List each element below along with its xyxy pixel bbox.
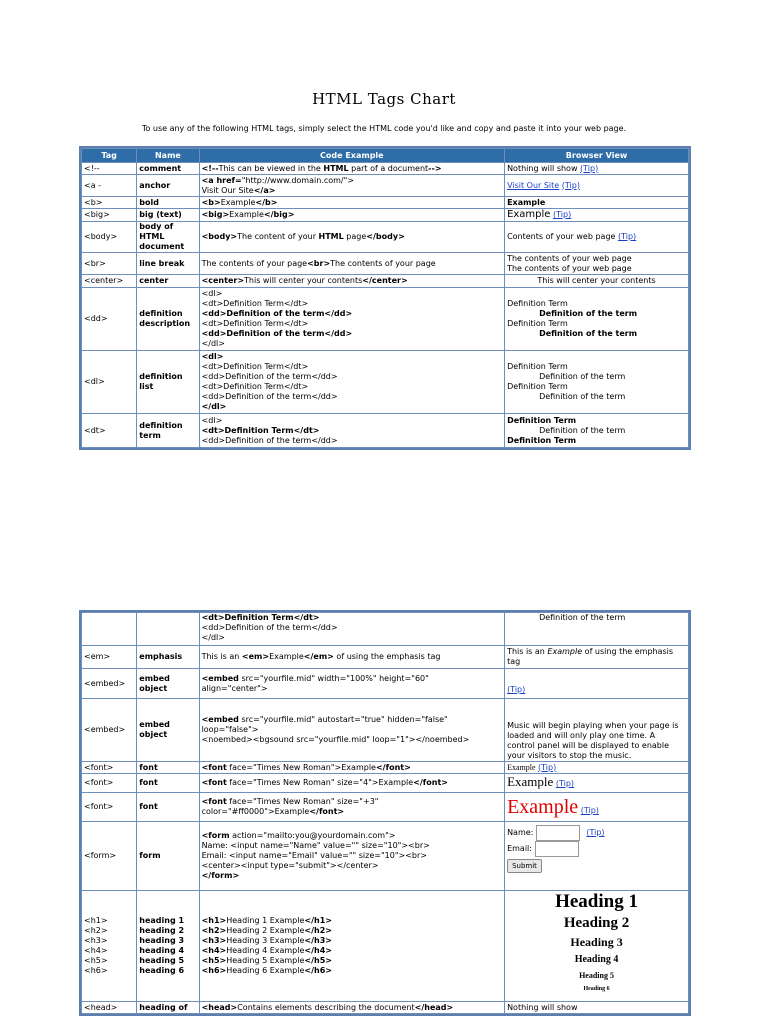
table-row xyxy=(82,351,688,413)
header-code: Code Example xyxy=(200,149,505,162)
header-name: Name xyxy=(137,149,198,162)
email-input[interactable] xyxy=(535,841,579,857)
code-cell: <dt>Definition Term</dt> <dd>Definition of the term</dd> </dl> xyxy=(200,613,505,645)
name-cell: definition description xyxy=(137,288,198,350)
code-cell: <body>The content of your HTML page</body> xyxy=(200,222,505,252)
tag-cell: <font> xyxy=(82,774,136,792)
red-example: Example xyxy=(507,796,579,818)
name-cell: body of HTML document xyxy=(137,222,198,252)
heading-2-preview: Heading 2 xyxy=(563,915,630,931)
view-cell xyxy=(505,793,688,821)
tag-cell: <embed> xyxy=(82,669,136,698)
name-cell: embed object xyxy=(137,699,198,761)
view-cell: Music will begin playing when your page is loaded and will only play one time. A control panel will be displayed to enable your visitors to stop the music. xyxy=(505,699,688,761)
code-cell: <dl> <dt>Definition Term</dt> <dd>Definition of the term</dd> xyxy=(200,414,505,447)
tag-cell: <body> xyxy=(82,222,136,252)
heading-6-preview: Heading 6 xyxy=(583,986,610,992)
name-cell: form xyxy=(137,822,198,890)
table-row xyxy=(82,275,688,287)
view-cell: Definition Term Definition of the term Definition Term xyxy=(505,414,688,447)
tag-cell: <a - xyxy=(82,175,136,196)
view-cell: Nothing will show (Tip) xyxy=(505,163,688,174)
intro-text: To use any of the following HTML tags, simply select the HTML code you'd like and copy and paste it into your web page. xyxy=(141,124,627,133)
code-cell: <embed src="yourfile.mid" autostart="true" hidden="false" loop="false"> <noembed><bgsound src="yourfile.mid" loop="1"></noembed> xyxy=(200,699,505,761)
view-cell: Definition Term Definition of the term Definition Term Definition of the term xyxy=(505,351,688,413)
name-cell: embed object xyxy=(137,669,198,698)
tip-link[interactable]: (Tip) xyxy=(586,828,605,837)
table-row xyxy=(82,197,688,208)
view-cell xyxy=(505,175,688,196)
tag-cell: <center> xyxy=(82,275,136,287)
tag-cell: <dl> xyxy=(82,351,136,413)
tag-cell: <head> xyxy=(82,1002,136,1013)
view-cell xyxy=(505,822,688,890)
name-cell: center xyxy=(137,275,198,287)
code-cell: <big>Example</big> xyxy=(200,209,505,221)
name-cell: anchor xyxy=(137,175,198,196)
table-row xyxy=(82,209,688,221)
table-row xyxy=(82,1002,688,1013)
name-cell: font xyxy=(137,774,198,792)
table-row xyxy=(82,762,688,773)
tag-cell: <dt> xyxy=(82,414,136,447)
code-cell: <head>Contains elements describing the document</head> xyxy=(200,1002,505,1013)
code-cell: <a href="http://www.domain.com/"> Visit Our Site</a> xyxy=(200,175,505,196)
code-cell: <font face="Times New Roman" size="+3" color="#ff0000">Example</font> xyxy=(200,793,505,821)
table-row xyxy=(82,163,688,174)
tip-link[interactable]: (Tip) xyxy=(538,762,557,772)
table-row xyxy=(82,253,688,274)
name-input[interactable] xyxy=(536,825,580,841)
code-cell: <!--This can be viewed in the HTML part of a document--> xyxy=(200,163,505,174)
table-row xyxy=(82,669,688,698)
code-cell: The contents of your page<br>The contents of your page xyxy=(200,253,505,274)
view-cell xyxy=(505,669,688,698)
table-row xyxy=(82,774,688,792)
name-cell: line break xyxy=(137,253,198,274)
table-row xyxy=(82,891,688,1001)
tip-link[interactable]: (Tip) xyxy=(555,779,575,788)
view-cell: Example (Tip) xyxy=(505,774,688,792)
code-cell: <b>Example</b> xyxy=(200,197,505,208)
tags-table-part-1 xyxy=(79,146,691,450)
tag-cell: <form> xyxy=(82,822,136,890)
tag-cell: <font> xyxy=(82,762,136,773)
name-cell: font xyxy=(137,762,198,773)
name-cell: definition list xyxy=(137,351,198,413)
tag-cell: <!-- xyxy=(82,163,136,174)
tip-link[interactable]: (Tip) xyxy=(617,232,637,241)
tip-link[interactable]: (Tip) xyxy=(507,685,526,694)
name-cell: heading of xyxy=(137,1002,198,1013)
header-tag: Tag xyxy=(82,149,136,162)
heading-5-preview: Heading 5 xyxy=(579,971,614,980)
tag-cell: <br> xyxy=(82,253,136,274)
code-cell: <font face="Times New Roman" size="4">Example</font> xyxy=(200,774,505,792)
name-cell: bold xyxy=(137,197,198,208)
tip-link[interactable]: (Tip) xyxy=(580,163,599,173)
page-title: HTML Tags Chart xyxy=(312,90,456,108)
tip-link[interactable]: (Tip) xyxy=(561,180,580,190)
table-row xyxy=(82,175,688,196)
view-cell: Definition of the term xyxy=(505,613,688,645)
tag-cell: <font> xyxy=(82,793,136,821)
table-row xyxy=(82,646,688,668)
name-cell: big (text) xyxy=(137,209,198,221)
view-cell: Example (Tip) xyxy=(505,762,688,773)
name-cell: heading 1 heading 2 heading 3 heading 4 heading 5 heading 6 xyxy=(137,891,198,1001)
table-row xyxy=(82,222,688,252)
code-cell: <dl> <dt>Definition Term</dt> <dd>Definition of the term</dd> <dt>Definition Term</dt> <dd>Definition of the term</dd> </dl> xyxy=(200,288,505,350)
tag-cell: <dd> xyxy=(82,288,136,350)
view-cell: Nothing will show xyxy=(505,1002,688,1013)
view-cell: Example xyxy=(505,197,688,208)
code-cell: <center>This will center your contents</center> xyxy=(200,275,505,287)
tag-cell: <big> xyxy=(82,209,136,221)
table-row xyxy=(82,288,688,350)
table-row xyxy=(82,613,688,645)
code-cell: <font face="Times New Roman">Example</font> xyxy=(200,762,505,773)
table-row xyxy=(82,414,688,447)
view-cell: Definition Term Definition of the term Definition Term Definition of the term xyxy=(505,288,688,350)
view-cell: This will center your contents xyxy=(505,275,688,287)
table-row xyxy=(82,822,688,890)
heading-4-preview: Heading 4 xyxy=(574,954,619,965)
name-label: Name: xyxy=(507,828,534,837)
visit-site-link[interactable]: Visit Our Site xyxy=(507,180,560,190)
table-row xyxy=(82,793,688,821)
code-cell: <h1>Heading 1 Example</h1> <h2>Heading 2 Example</h2> <h3>Heading 3 Example</h3> <h4>Heading 4 Example</h4> <h5>Heading 5 Example</h5> <h6>Heading 6 Example</h6> xyxy=(200,891,505,1001)
email-label: Email: xyxy=(507,844,532,853)
code-cell: <form action="mailto:you@yourdomain.com"> Name: <input name="Name" value="" size="10"><br> Email: <input name="Email" value="" size="10"><br> <center><input type="submit"></center> </form> xyxy=(200,822,505,890)
tag-cell: <h1> <h2> <h3> <h4> <h5> <h6> xyxy=(82,891,136,1001)
view-cell xyxy=(505,891,688,1001)
name-cell: emphasis xyxy=(137,646,198,668)
header-view: Browser View xyxy=(505,149,688,162)
code-cell: This is an <em>Example</em> of using the emphasis tag xyxy=(200,646,505,668)
view-cell: Example (Tip) xyxy=(505,209,688,221)
tag-cell: <embed> xyxy=(82,699,136,761)
name-cell: comment xyxy=(137,163,198,174)
name-cell xyxy=(137,613,198,645)
view-cell: Contents of your web page (Tip) xyxy=(505,222,688,252)
tag-cell: <b> xyxy=(82,197,136,208)
tip-link[interactable]: (Tip) xyxy=(553,210,572,219)
tag-cell: <em> xyxy=(82,646,136,668)
code-cell: <dl> <dt>Definition Term</dt> <dd>Definition of the term</dd> <dt>Definition Term</dt> <dd>Definition of the term</dd> </dl> xyxy=(200,351,505,413)
tags-table-part-2 xyxy=(79,610,691,1016)
submit-button[interactable]: Submit xyxy=(507,859,542,873)
tip-link[interactable]: (Tip) xyxy=(580,806,599,815)
tag-cell xyxy=(82,613,136,645)
heading-1-preview: Heading 1 xyxy=(555,891,638,912)
view-cell: This is an Example of using the emphasis tag xyxy=(505,646,688,668)
table-row xyxy=(82,699,688,761)
heading-3-preview: Heading 3 xyxy=(570,935,623,949)
view-cell: The contents of your web page The contents of your web page xyxy=(505,253,688,274)
name-cell: definition term xyxy=(137,414,198,447)
code-cell: <embed src="yourfile.mid" width="100%" height="60" align="center"> xyxy=(200,669,505,698)
name-cell: font xyxy=(137,793,198,821)
